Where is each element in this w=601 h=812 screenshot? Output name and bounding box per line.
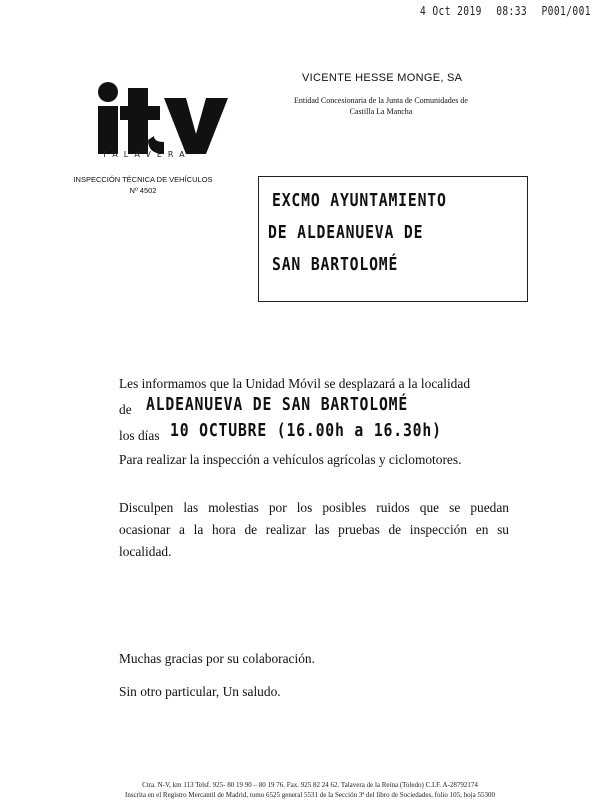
thanks-text: Muchas gracias por su colaboración. [119,651,315,666]
logo-subtitle: TALAVERA [102,150,191,159]
dates-handwritten: 10 OCTUBRE (16.00h a 16.30h) [170,420,442,441]
concession-line-2: Castilla La Mancha [349,107,413,116]
de-label: de [119,402,132,417]
apology-line-3: localidad. [119,544,172,559]
fax-time: 08:33 [496,4,528,18]
recipient-line-1: EXCMO AYUNTAMIENTO [272,190,447,211]
concession-text [276,95,486,117]
footer-line-1: Ctra. N-V, km 113 Telsf. 925- 80 19 90 – 80 19 76. Fax. 925 82 24 62. Talavera de la Reina (Toledo) C.I.F. A-28792174 [142,781,478,789]
fax-header [420,4,601,18]
fax-date: 4 Oct 2019 [420,4,482,18]
concession-line-1: Entidad Concesionaria de la Junta de Comunidades de [294,96,468,105]
recipient-line-2: DE ALDEANUEVA DE [268,222,424,243]
intro-text: Les informamos que la Unidad Móvil se desplazará a la localidad [119,376,471,391]
dias-label: los días [119,428,160,443]
itv-station-number: Nº 4502 [129,186,157,195]
purpose-text: Para realizar la inspección a vehículos agrícolas y ciclomotores. [119,452,462,467]
footer [60,780,560,800]
apology-line-1: Disculpen las molestias por los posibles ruidos que se puedan [119,500,509,515]
fax-page: P001/001 [541,4,591,18]
itv-station-line-1: INSPECCIÓN TÉCNICA DE VEHÍCULOS [73,175,213,184]
closing-text: Sin otro particular, Un saludo. [119,684,281,699]
footer-line-2: Inscrita en el Registro Mercantil de Madrid, tomo 6525 general 5531 de la Sección 3ª del libro de Sociedades, folio 105, hoja 55300 [125,791,495,799]
apology-line-2: ocasionar a la hora de realizar las pruebas de inspección en su [119,522,509,537]
locality-handwritten: ALDEANUEVA DE SAN BARTOLOMÉ [146,394,409,415]
recipient-line-3: SAN BARTOLOMÉ [272,254,399,275]
company-name: VICENTE HESSE MONGE, SA [302,72,463,84]
apology-paragraph [119,497,509,563]
itv-station-title [58,174,228,196]
